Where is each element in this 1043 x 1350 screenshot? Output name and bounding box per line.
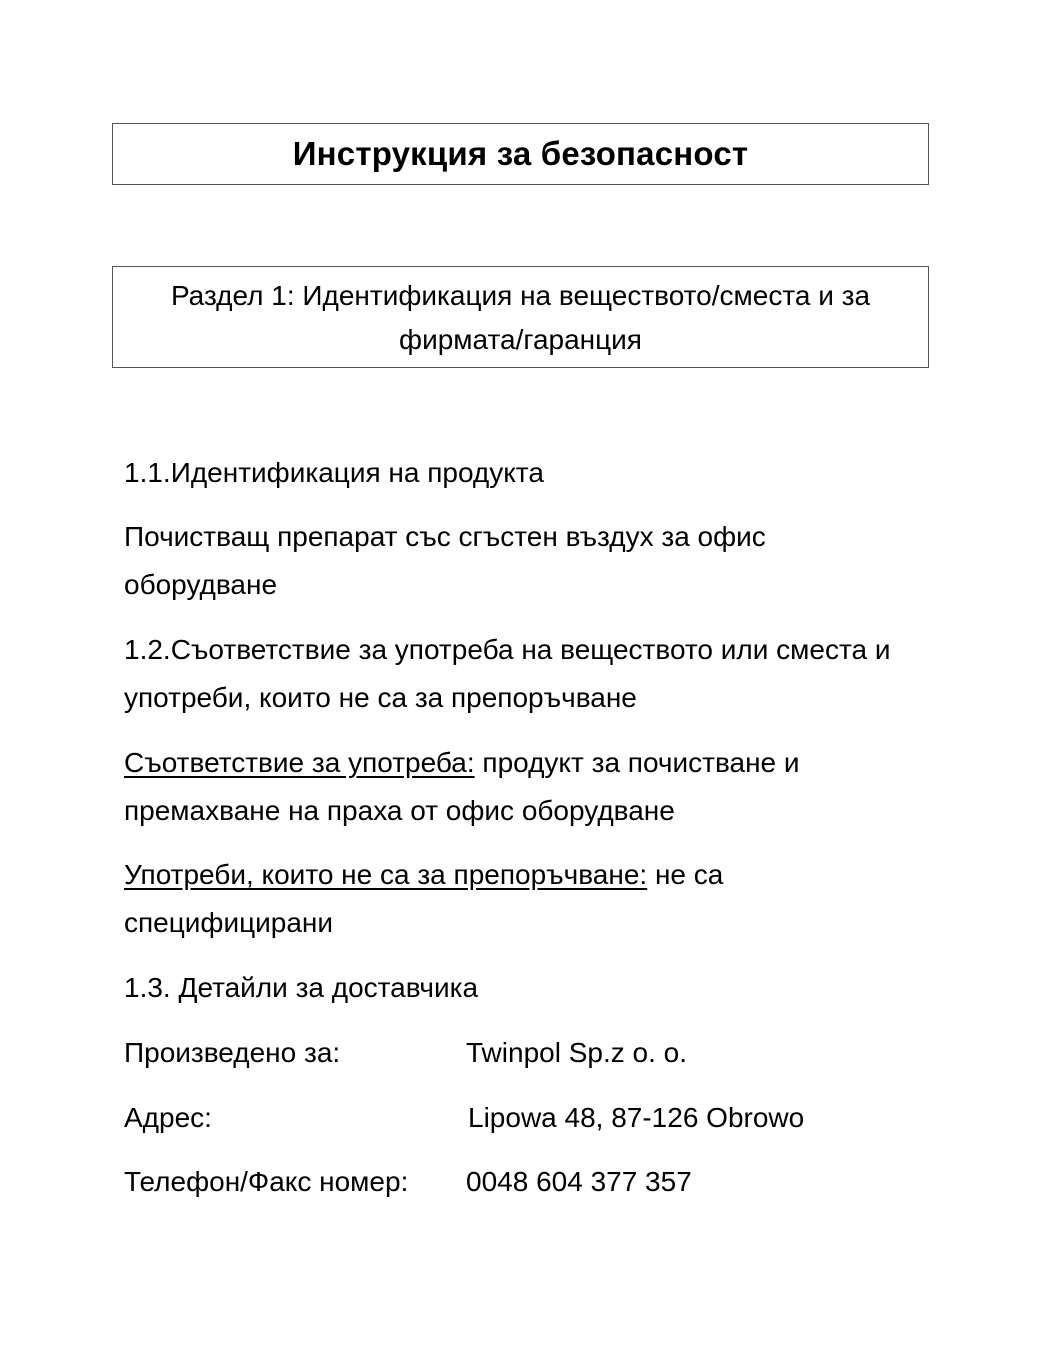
intended-use-label: Съответствие за употреба: bbox=[124, 747, 475, 778]
supplier-value: 0048 604 377 357 bbox=[466, 1166, 692, 1197]
section-title: Раздел 1: Идентификация на веществото/сместа и за фирмата/гаранция bbox=[170, 280, 871, 355]
not-recommended-label: Употреби, които не са за препоръчване: bbox=[124, 859, 648, 890]
not-recommended-paragraph bbox=[124, 851, 904, 947]
section-header-box bbox=[112, 266, 929, 368]
supplier-value: Lipowa 48, 87-126 Obrowo bbox=[468, 1102, 805, 1133]
section-1-1-heading: 1.1.Идентификация на продукта bbox=[124, 457, 544, 488]
supplier-label: Произведено за: bbox=[124, 1037, 341, 1068]
section-1-2-heading: 1.2.Съответствие за употреба на веществото или сместа и употреби, които не са за препоръчване bbox=[124, 634, 891, 713]
supplier-value: Twinpol Sp.z o. o. bbox=[466, 1037, 688, 1068]
intended-use-paragraph bbox=[124, 739, 904, 835]
not-recommended-text: не са специфицирани bbox=[124, 859, 724, 938]
supplier-label: Адрес: bbox=[124, 1102, 212, 1133]
document-title: Инструкция за безопасност bbox=[292, 135, 749, 172]
section-1-3-heading: 1.3. Детайли за доставчика bbox=[124, 972, 479, 1003]
intended-use-text: продукт за почистване и премахване на праха от офис оборудване bbox=[124, 747, 800, 826]
document-title-box bbox=[112, 123, 929, 185]
product-identification-text: Почистващ препарат със сгъстен въздух за офис оборудване bbox=[124, 521, 766, 600]
supplier-label: Телефон/Факс номер: bbox=[124, 1166, 409, 1197]
